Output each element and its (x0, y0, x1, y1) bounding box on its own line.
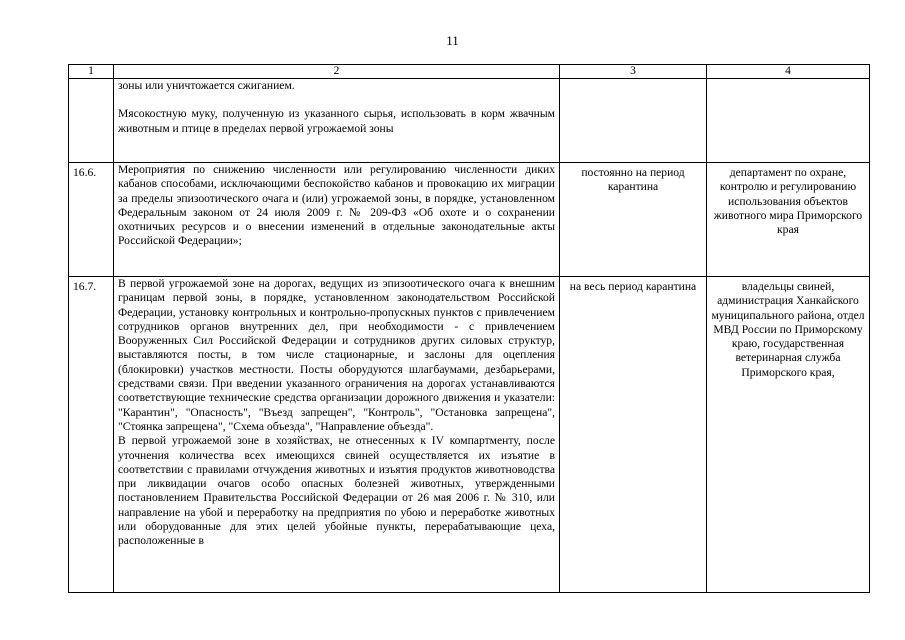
measure-paragraph: Мероприятия по снижению численности или регулированию численности диких кабанов способами, исключающими беспокойство кабанов и провокацию их миграции за пределы эпизоотического очага и (или) угрожаемой зоны, в порядке, установленном Федеральным законом от 24 июля 2009 г. № 209-ФЗ «Об охоте и о сохранении охотничьих ресурсов и о внесении изменений в отдельные законодательные акты Российской Федерации»; (118, 163, 555, 248)
column-header-4: 4 (707, 65, 870, 79)
measure-text (114, 79, 560, 163)
table-header-row (69, 65, 870, 79)
table-row (69, 163, 870, 277)
column-header-3: 3 (560, 65, 707, 79)
column-header-1: 1 (69, 65, 114, 79)
table-row (69, 277, 870, 593)
page-number: 11 (446, 33, 459, 48)
measure-paragraph: Мясокостную муку, полученную из указанного сырья, использовать в корм жвачным животным и птице в пределах первой угрожаемой зоны (118, 107, 555, 135)
period-cell (560, 79, 707, 163)
item-number (69, 79, 114, 163)
measures-table (68, 64, 870, 593)
measure-paragraph: В первой угрожаемой зоне на дорогах, ведущих из эпизоотического очага к внешним границам первой зоны, в порядке, установленном законодательством Российской Федерации, установку контрольных и контрольно-пропускных пунктов с привлечением сотрудников органов внутренних дел, при необходимости - с привлечением Вооруженных Сил Российской Федерации и сотрудников других силовых структур, выставляются посты, в том числе стационарные, и заслоны для оцепления (блокировки) участков местности. Посты оборудуются шлагбаумами, дезбарьерами, средствами связи. При введении указанного ограничения на дорогах устанавливаются соответствующие технические средства организации дорожного движения и указатели: "Карантин", "Опасность", "Въезд запрещен", "Контроль", "Остановка запрещена", "Стоянка запрещена", "Схема объезда", "Направление объезда". (118, 277, 555, 433)
period-cell: на весь период карантина (560, 277, 707, 593)
column-header-2: 2 (114, 65, 560, 79)
period-cell: постоянно на период карантина (560, 163, 707, 277)
measure-text (114, 277, 560, 593)
responsible-cell (707, 79, 870, 163)
measure-paragraph: В первой угрожаемой зоне в хозяйствах, не отнесенных к IV компартменту, после уточнения количества всех имеющихся свиней осуществляется их изъятие в соответствии с правилами отчуждения животных и изъятия продуктов животноводства при ликвидации очагов особо опасных болезней животных, утвержденными постановлением Правительства Российской Федерации от 26 мая 2006 г. № 310, или направление на убой и переработку на предприятия по убою и переработке животных или оборудованные для этих целей убойные пункты, перерабатывающие цеха, расположенные в (118, 434, 555, 548)
item-number: 16.6. (69, 163, 114, 277)
measure-paragraph: зоны или уничтожается сжиганием. (118, 79, 295, 92)
table-row (69, 79, 870, 163)
measure-text (114, 163, 560, 277)
responsible-cell: владельцы свиней, администрация Ханкайского муниципального района, отдел МВД России по Приморскому краю, государственная ветеринарная служба Приморского края, (707, 277, 870, 593)
paragraph-gap (118, 93, 555, 107)
responsible-cell: департамент по охране, контролю и регулированию использования объектов животного мира Приморского края (707, 163, 870, 277)
item-number: 16.7. (69, 277, 114, 593)
